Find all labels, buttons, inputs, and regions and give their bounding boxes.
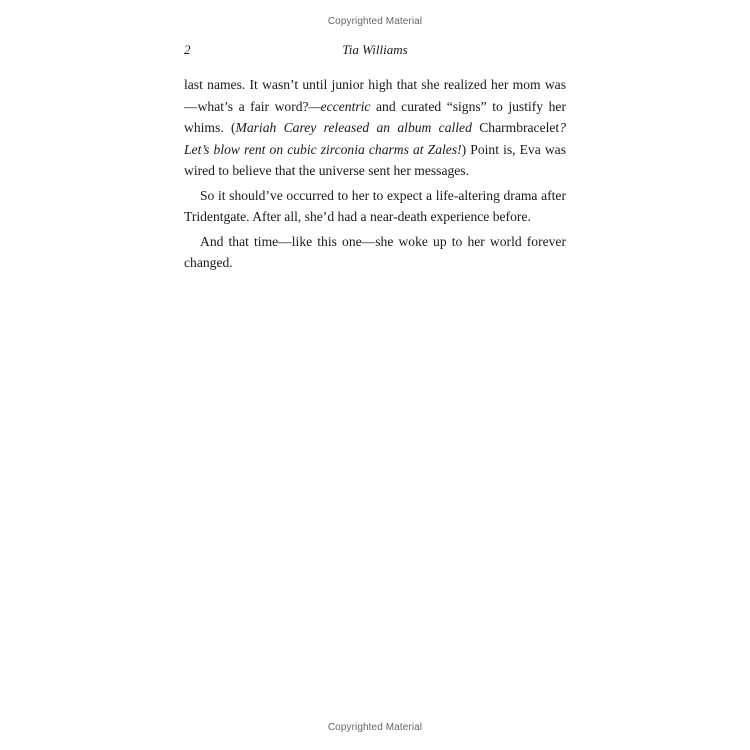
paragraph-1-album-title: Charmbracelet: [479, 120, 560, 135]
paragraph-3: And that time—like this one—she woke up to her world forever changed.: [184, 233, 566, 270]
paragraph-1: [184, 74, 566, 182]
paragraph-1-part-3: and curated “signs” to justify her whims. (: [184, 98, 566, 135]
paragraph-1-italic-aside-2: ? Let’s blow rent on cubic zirconia charms at Zales!: [184, 120, 567, 157]
copyright-watermark-bottom: Copyrighted Material: [327, 722, 423, 733]
copyright-watermark-top: Copyrighted Material: [327, 16, 423, 27]
running-title: Tia Williams: [342, 42, 408, 57]
page-number: 2: [184, 42, 191, 57]
paragraph-1-part-1: last names. It wasn’t until junior high that she realized her mom was—what’s a fair word?: [184, 77, 566, 114]
running-header: [184, 42, 566, 62]
body-text: [184, 74, 566, 274]
paragraph-1-italic-eccentric: —eccentric: [308, 98, 371, 114]
paragraph-2: So it should’ve occurred to her to expect a life-altering drama after Tridentgate. After all, she’d had a near-death experience before.: [184, 187, 566, 224]
paragraph-1-italic-aside-1: Mariah Carey released an album called: [235, 120, 480, 135]
paragraph-1-part-7: ) Point is, Eva was wired to believe that the universe sent her messages.: [184, 141, 566, 178]
